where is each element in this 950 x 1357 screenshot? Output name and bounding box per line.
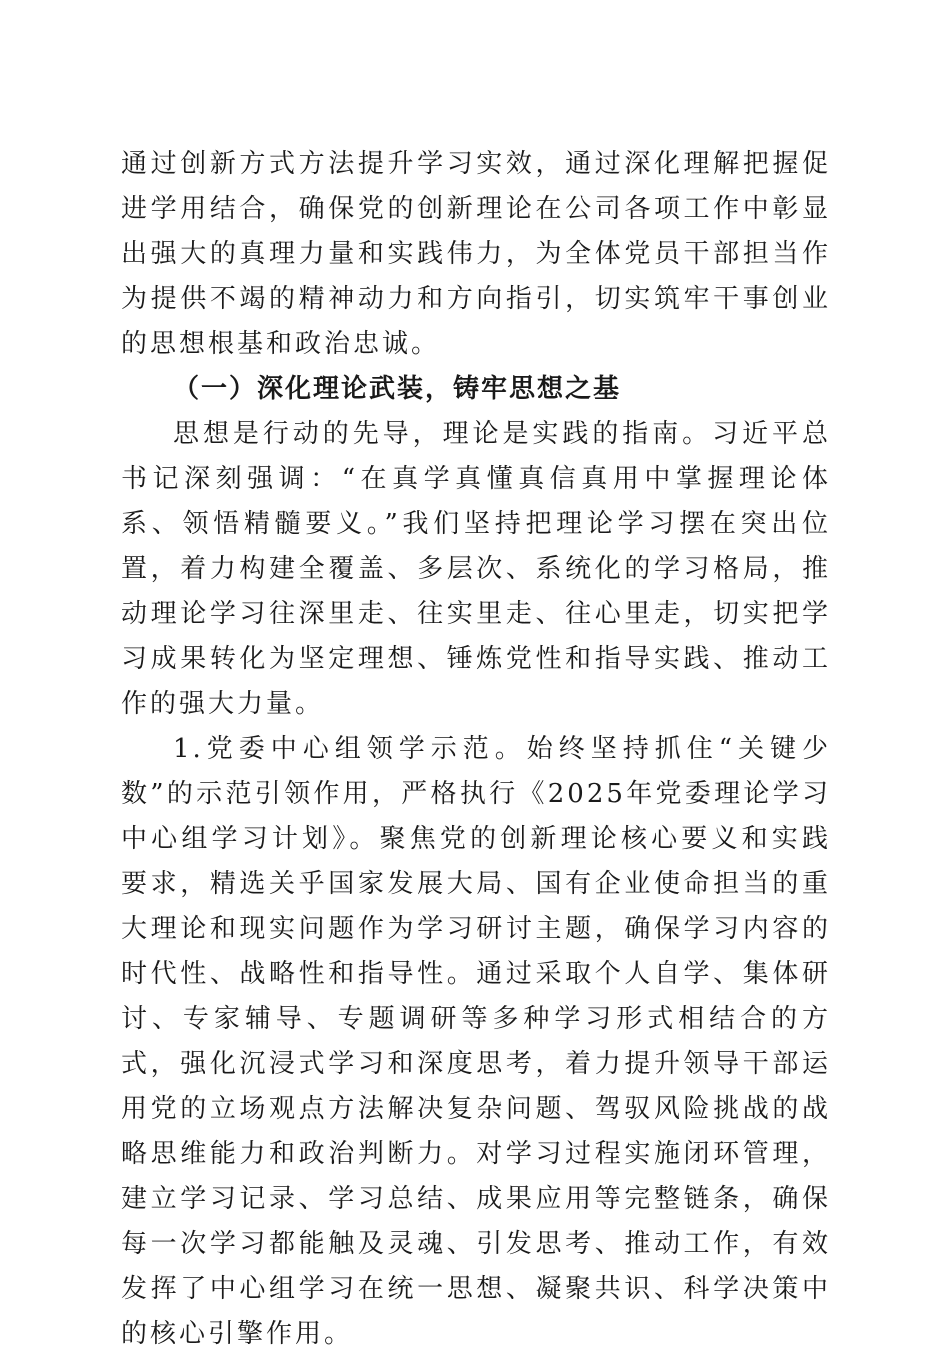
section-heading: （一）深化理论武装，铸牢思想之基 <box>173 374 622 404</box>
body-paragraph: 思想是行动的先导，理论是实践的指南。习近平总书记深刻强调：“在真学真懂真信真用中掌握理论体系、领悟精髓要义。”我们坚持把理论学习摆在突出位置，着力构建全覆盖、多层次、系统化的学习格局，推动理论学习往深里走、往实里走、往心里走，切实把学习成果转化为坚定理想、锤炼党性和指导实践、推动工作的强大力量。 <box>121 419 831 719</box>
document-body <box>121 142 831 1357</box>
body-paragraph: 通过创新方式方法提升学习实效，通过深化理解把握促进学用结合，确保党的创新理论在公司各项工作中彰显出强大的真理力量和实践伟力，为全体党员干部担当作为提供不竭的精神动力和方向指引，切实筑牢干事创业的思想根基和政治忠诚。 <box>121 149 831 359</box>
body-paragraph: 1.党委中心组领学示范。始终坚持抓住“关键少数”的示范引领作用，严格执行《2025年党委理论学习中心组学习计划》。聚焦党的创新理论核心要义和实践要求，精选关乎国家发展大局、国有企业使命担当的重大理论和现实问题作为学习研讨主题，确保学习内容的时代性、战略性和指导性。通过采取个人自学、集体研讨、专家辅导、专题调研等多种学习形式相结合的方式，强化沉浸式学习和深度思考，着力提升领导干部运用党的立场观点方法解决复杂问题、驾驭风险挑战的战略思维能力和政治判断力。对学习过程实施闭环管理，建立学习记录、学习总结、成果应用等完整链条，确保每一次学习都能触及灵魂、引发思考、推动工作，有效发挥了中心组学习在统一思想、凝聚共识、科学决策中的核心引擎作用。 <box>121 734 831 1349</box>
